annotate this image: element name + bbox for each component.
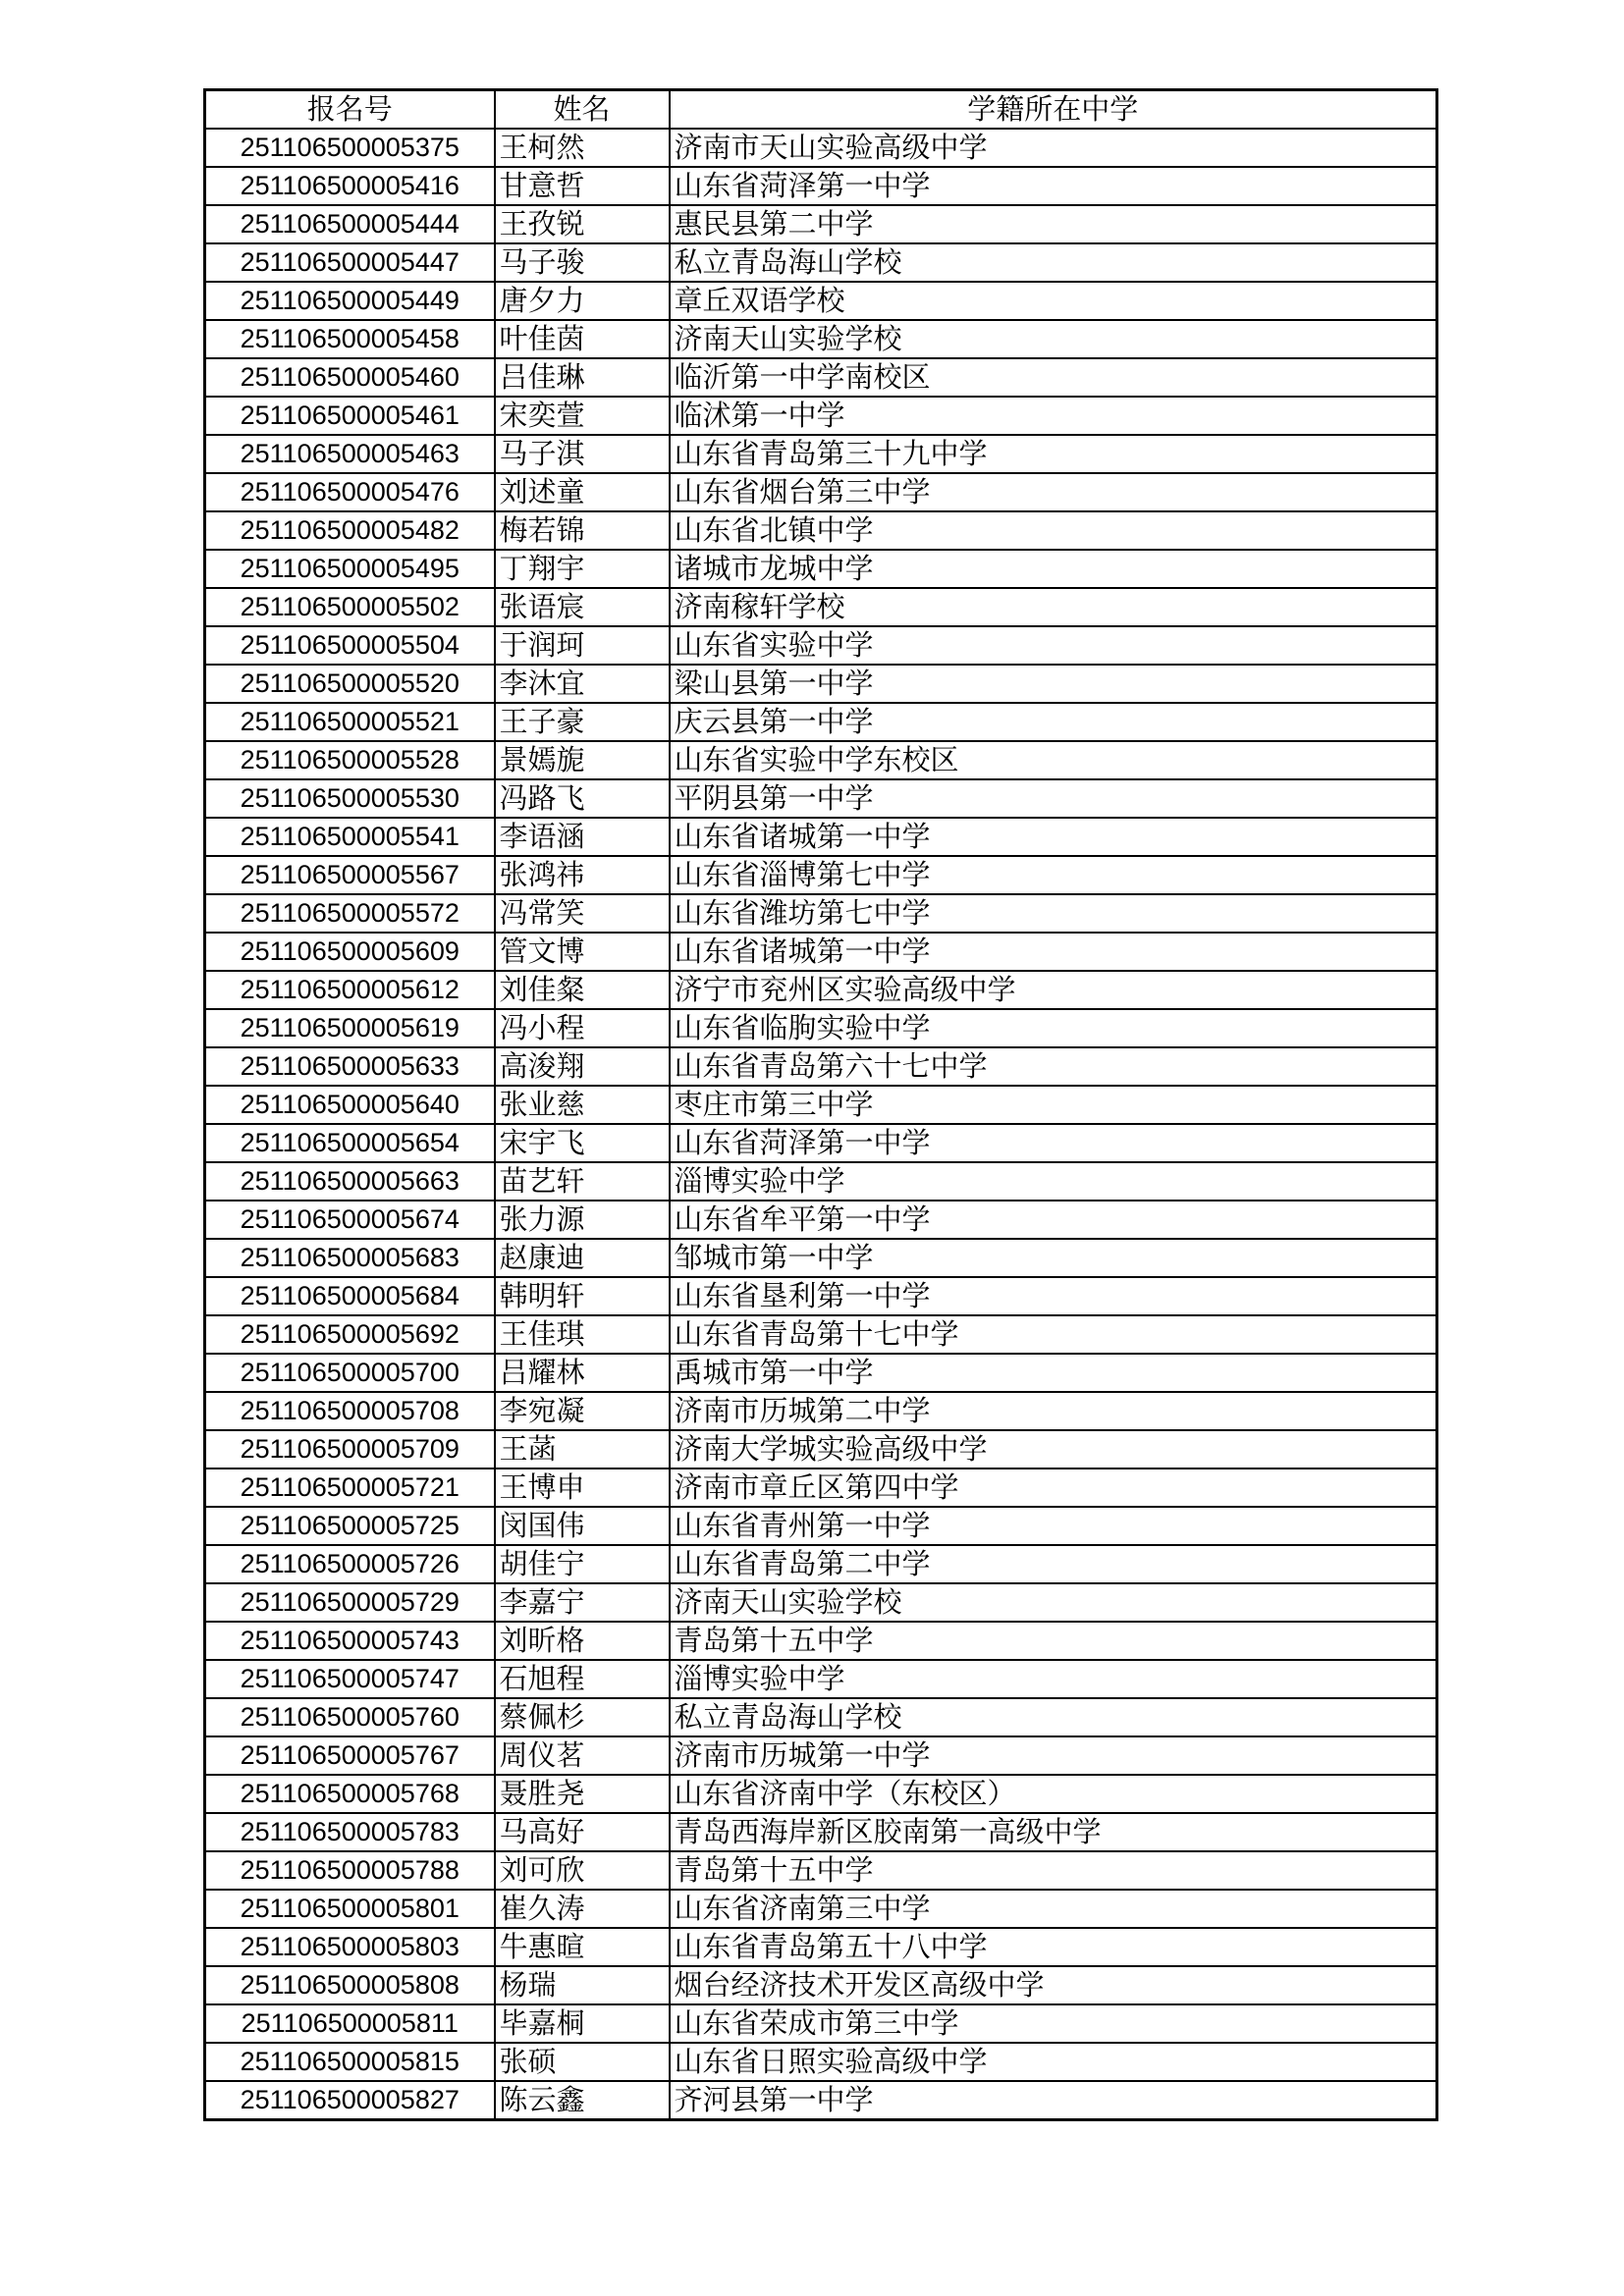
table-row: [205, 1430, 1437, 1468]
table-row: [205, 205, 1437, 243]
registration-number-cell: 251106500005530: [205, 779, 495, 818]
registration-number-cell: 251106500005633: [205, 1047, 495, 1086]
registration-number-cell: 251106500005567: [205, 856, 495, 894]
student-name-cell: 赵康迪: [495, 1239, 670, 1277]
table-row: [205, 1928, 1437, 1966]
table-row: [205, 933, 1437, 971]
table-row: [205, 818, 1437, 856]
registration-number-cell: 251106500005572: [205, 894, 495, 933]
table-row: [205, 665, 1437, 703]
student-name-cell: 于润珂: [495, 626, 670, 665]
school-cell: 济南市章丘区第四中学: [670, 1468, 1437, 1507]
registration-number-cell: 251106500005463: [205, 435, 495, 473]
school-cell: 山东省青岛第二中学: [670, 1545, 1437, 1583]
registration-number-cell: 251106500005768: [205, 1775, 495, 1813]
table-row: [205, 435, 1437, 473]
school-cell: 山东省诸城第一中学: [670, 933, 1437, 971]
header-row: [205, 90, 1437, 130]
student-name-cell: 唐夕力: [495, 282, 670, 320]
table-row: [205, 741, 1437, 779]
school-cell: 山东省青岛第十七中学: [670, 1315, 1437, 1354]
table-row: [205, 473, 1437, 511]
school-cell: 山东省临朐实验中学: [670, 1009, 1437, 1047]
header-school: 学籍所在中学: [670, 90, 1437, 130]
registration-number-cell: 251106500005783: [205, 1813, 495, 1851]
student-name-cell: 苗艺轩: [495, 1162, 670, 1201]
table-row: [205, 2043, 1437, 2081]
school-cell: 山东省淄博第七中学: [670, 856, 1437, 894]
school-cell: 山东省菏泽第一中学: [670, 167, 1437, 205]
student-name-cell: 李沐宜: [495, 665, 670, 703]
student-name-cell: 张业慈: [495, 1086, 670, 1124]
registration-number-cell: 251106500005609: [205, 933, 495, 971]
table-row: [205, 1468, 1437, 1507]
registration-number-cell: 251106500005692: [205, 1315, 495, 1354]
school-cell: 山东省济南中学（东校区）: [670, 1775, 1437, 1813]
table-row: [205, 1660, 1437, 1698]
table-row: [205, 1583, 1437, 1622]
table-row: [205, 1966, 1437, 2004]
registration-number-cell: 251106500005520: [205, 665, 495, 703]
student-name-cell: 牛惠暄: [495, 1928, 670, 1966]
student-name-cell: 崔久涛: [495, 1890, 670, 1928]
registration-number-cell: 251106500005760: [205, 1698, 495, 1736]
student-name-cell: 闵国伟: [495, 1507, 670, 1545]
table-row: [205, 1736, 1437, 1775]
table-row: [205, 320, 1437, 358]
table-row: [205, 1392, 1437, 1430]
student-name-cell: 刘佳粲: [495, 971, 670, 1009]
student-name-cell: 丁翔宇: [495, 550, 670, 588]
student-name-cell: 聂胜尧: [495, 1775, 670, 1813]
school-cell: 济南市历城第二中学: [670, 1392, 1437, 1430]
registration-number-cell: 251106500005461: [205, 397, 495, 435]
student-name-cell: 刘述童: [495, 473, 670, 511]
student-name-cell: 冯常笑: [495, 894, 670, 933]
table-row: [205, 971, 1437, 1009]
registration-number-cell: 251106500005674: [205, 1201, 495, 1239]
student-name-cell: 李嘉宁: [495, 1583, 670, 1622]
table-row: [205, 129, 1437, 167]
school-cell: 章丘双语学校: [670, 282, 1437, 320]
school-cell: 禹城市第一中学: [670, 1354, 1437, 1392]
registration-number-cell: 251106500005811: [205, 2004, 495, 2043]
school-cell: 济宁市兖州区实验高级中学: [670, 971, 1437, 1009]
school-cell: 庆云县第一中学: [670, 703, 1437, 741]
school-cell: 私立青岛海山学校: [670, 1698, 1437, 1736]
school-cell: 济南天山实验学校: [670, 1583, 1437, 1622]
registration-number-cell: 251106500005709: [205, 1430, 495, 1468]
registration-number-cell: 251106500005640: [205, 1086, 495, 1124]
school-cell: 私立青岛海山学校: [670, 243, 1437, 282]
table-row: [205, 1239, 1437, 1277]
school-cell: 山东省青岛第三十九中学: [670, 435, 1437, 473]
table-row: [205, 1201, 1437, 1239]
registration-number-cell: 251106500005476: [205, 473, 495, 511]
school-cell: 平阴县第一中学: [670, 779, 1437, 818]
school-cell: 济南大学城实验高级中学: [670, 1430, 1437, 1468]
student-name-cell: 胡佳宁: [495, 1545, 670, 1583]
student-name-cell: 石旭程: [495, 1660, 670, 1698]
student-name-cell: 刘可欣: [495, 1851, 670, 1890]
registration-number-cell: 251106500005502: [205, 588, 495, 626]
registration-number-cell: 251106500005495: [205, 550, 495, 588]
student-roster-table: [203, 88, 1438, 2121]
school-cell: 梁山县第一中学: [670, 665, 1437, 703]
table-row: [205, 1047, 1437, 1086]
student-name-cell: 王菡: [495, 1430, 670, 1468]
student-name-cell: 陈云鑫: [495, 2081, 670, 2120]
student-name-cell: 杨瑞: [495, 1966, 670, 2004]
table-row: [205, 1775, 1437, 1813]
student-name-cell: 冯小程: [495, 1009, 670, 1047]
school-cell: 青岛第十五中学: [670, 1851, 1437, 1890]
table-row: [205, 779, 1437, 818]
registration-number-cell: 251106500005528: [205, 741, 495, 779]
registration-number-cell: 251106500005449: [205, 282, 495, 320]
school-cell: 齐河县第一中学: [670, 2081, 1437, 2120]
school-cell: 烟台经济技术开发区高级中学: [670, 1966, 1437, 2004]
student-name-cell: 张硕: [495, 2043, 670, 2081]
registration-number-cell: 251106500005375: [205, 129, 495, 167]
school-cell: 山东省青岛第六十七中学: [670, 1047, 1437, 1086]
table-row: [205, 1162, 1437, 1201]
registration-number-cell: 251106500005541: [205, 818, 495, 856]
school-cell: 山东省青州第一中学: [670, 1507, 1437, 1545]
table-row: [205, 1124, 1437, 1162]
student-name-cell: 甘意哲: [495, 167, 670, 205]
table-row: [205, 243, 1437, 282]
registration-number-cell: 251106500005721: [205, 1468, 495, 1507]
student-name-cell: 张鸿祎: [495, 856, 670, 894]
table-row: [205, 1315, 1437, 1354]
registration-number-cell: 251106500005747: [205, 1660, 495, 1698]
school-cell: 临沭第一中学: [670, 397, 1437, 435]
school-cell: 济南市天山实验高级中学: [670, 129, 1437, 167]
table-row: [205, 358, 1437, 397]
registration-number-cell: 251106500005827: [205, 2081, 495, 2120]
school-cell: 山东省菏泽第一中学: [670, 1124, 1437, 1162]
table-row: [205, 1698, 1437, 1736]
school-cell: 青岛第十五中学: [670, 1622, 1437, 1660]
registration-number-cell: 251106500005482: [205, 511, 495, 550]
student-name-cell: 管文博: [495, 933, 670, 971]
student-name-cell: 蔡佩杉: [495, 1698, 670, 1736]
student-name-cell: 王博申: [495, 1468, 670, 1507]
table-row: [205, 167, 1437, 205]
school-cell: 淄博实验中学: [670, 1660, 1437, 1698]
school-cell: 临沂第一中学南校区: [670, 358, 1437, 397]
registration-number-cell: 251106500005460: [205, 358, 495, 397]
school-cell: 山东省垦利第一中学: [670, 1277, 1437, 1315]
student-name-cell: 吕耀林: [495, 1354, 670, 1392]
table-body: [205, 129, 1437, 2120]
registration-number-cell: 251106500005803: [205, 1928, 495, 1966]
school-cell: 邹城市第一中学: [670, 1239, 1437, 1277]
registration-number-cell: 251106500005444: [205, 205, 495, 243]
table-row: [205, 1851, 1437, 1890]
registration-number-cell: 251106500005663: [205, 1162, 495, 1201]
school-cell: 山东省荣成市第三中学: [670, 2004, 1437, 2043]
student-name-cell: 马子淇: [495, 435, 670, 473]
school-cell: 山东省北镇中学: [670, 511, 1437, 550]
table-row: [205, 1545, 1437, 1583]
registration-number-cell: 251106500005788: [205, 1851, 495, 1890]
table-row: [205, 703, 1437, 741]
table-row: [205, 894, 1437, 933]
student-name-cell: 高浚翔: [495, 1047, 670, 1086]
registration-number-cell: 251106500005801: [205, 1890, 495, 1928]
student-name-cell: 王孜锐: [495, 205, 670, 243]
student-name-cell: 李宛凝: [495, 1392, 670, 1430]
school-cell: 济南稼轩学校: [670, 588, 1437, 626]
student-name-cell: 王佳琪: [495, 1315, 670, 1354]
registration-number-cell: 251106500005725: [205, 1507, 495, 1545]
registration-number-cell: 251106500005521: [205, 703, 495, 741]
student-name-cell: 景嫣旎: [495, 741, 670, 779]
school-cell: 山东省日照实验高级中学: [670, 2043, 1437, 2081]
table-row: [205, 1354, 1437, 1392]
registration-number-cell: 251106500005700: [205, 1354, 495, 1392]
registration-number-cell: 251106500005683: [205, 1239, 495, 1277]
student-name-cell: 王子豪: [495, 703, 670, 741]
registration-number-cell: 251106500005708: [205, 1392, 495, 1430]
registration-number-cell: 251106500005743: [205, 1622, 495, 1660]
school-cell: 山东省牟平第一中学: [670, 1201, 1437, 1239]
table-row: [205, 588, 1437, 626]
table-row: [205, 626, 1437, 665]
school-cell: 山东省青岛第五十八中学: [670, 1928, 1437, 1966]
student-name-cell: 张力源: [495, 1201, 670, 1239]
table-row: [205, 1009, 1437, 1047]
school-cell: 青岛西海岸新区胶南第一高级中学: [670, 1813, 1437, 1851]
registration-number-cell: 251106500005612: [205, 971, 495, 1009]
student-name-cell: 刘昕格: [495, 1622, 670, 1660]
school-cell: 山东省烟台第三中学: [670, 473, 1437, 511]
registration-number-cell: 251106500005504: [205, 626, 495, 665]
student-name-cell: 王柯然: [495, 129, 670, 167]
table-row: [205, 282, 1437, 320]
table-row: [205, 397, 1437, 435]
registration-number-cell: 251106500005416: [205, 167, 495, 205]
student-name-cell: 马子骏: [495, 243, 670, 282]
table-row: [205, 1622, 1437, 1660]
table-row: [205, 856, 1437, 894]
table-row: [205, 1086, 1437, 1124]
table-row: [205, 1277, 1437, 1315]
registration-number-cell: 251106500005815: [205, 2043, 495, 2081]
registration-number-cell: 251106500005808: [205, 1966, 495, 2004]
registration-number-cell: 251106500005654: [205, 1124, 495, 1162]
school-cell: 淄博实验中学: [670, 1162, 1437, 1201]
school-cell: 山东省诸城第一中学: [670, 818, 1437, 856]
student-name-cell: 叶佳茵: [495, 320, 670, 358]
school-cell: 山东省实验中学东校区: [670, 741, 1437, 779]
student-name-cell: 周仪茗: [495, 1736, 670, 1775]
school-cell: 济南天山实验学校: [670, 320, 1437, 358]
table-row: [205, 2081, 1437, 2120]
registration-number-cell: 251106500005729: [205, 1583, 495, 1622]
registration-number-cell: 251106500005458: [205, 320, 495, 358]
table-row: [205, 1507, 1437, 1545]
school-cell: 山东省实验中学: [670, 626, 1437, 665]
school-cell: 惠民县第二中学: [670, 205, 1437, 243]
student-name-cell: 韩明轩: [495, 1277, 670, 1315]
school-cell: 山东省济南第三中学: [670, 1890, 1437, 1928]
registration-number-cell: 251106500005684: [205, 1277, 495, 1315]
table-row: [205, 1890, 1437, 1928]
registration-number-cell: 251106500005619: [205, 1009, 495, 1047]
school-cell: 枣庄市第三中学: [670, 1086, 1437, 1124]
student-name-cell: 梅若锦: [495, 511, 670, 550]
student-name-cell: 冯路飞: [495, 779, 670, 818]
table-row: [205, 1813, 1437, 1851]
header-name: 姓名: [495, 90, 670, 130]
school-cell: 诸城市龙城中学: [670, 550, 1437, 588]
table-row: [205, 550, 1437, 588]
student-name-cell: 宋宇飞: [495, 1124, 670, 1162]
student-name-cell: 李语涵: [495, 818, 670, 856]
header-registration-number: 报名号: [205, 90, 495, 130]
school-cell: 济南市历城第一中学: [670, 1736, 1437, 1775]
student-name-cell: 吕佳琳: [495, 358, 670, 397]
table-row: [205, 2004, 1437, 2043]
student-name-cell: 张语宸: [495, 588, 670, 626]
student-name-cell: 毕嘉桐: [495, 2004, 670, 2043]
registration-number-cell: 251106500005767: [205, 1736, 495, 1775]
student-name-cell: 宋奕萱: [495, 397, 670, 435]
student-name-cell: 马高好: [495, 1813, 670, 1851]
table-row: [205, 511, 1437, 550]
school-cell: 山东省潍坊第七中学: [670, 894, 1437, 933]
registration-number-cell: 251106500005447: [205, 243, 495, 282]
registration-number-cell: 251106500005726: [205, 1545, 495, 1583]
